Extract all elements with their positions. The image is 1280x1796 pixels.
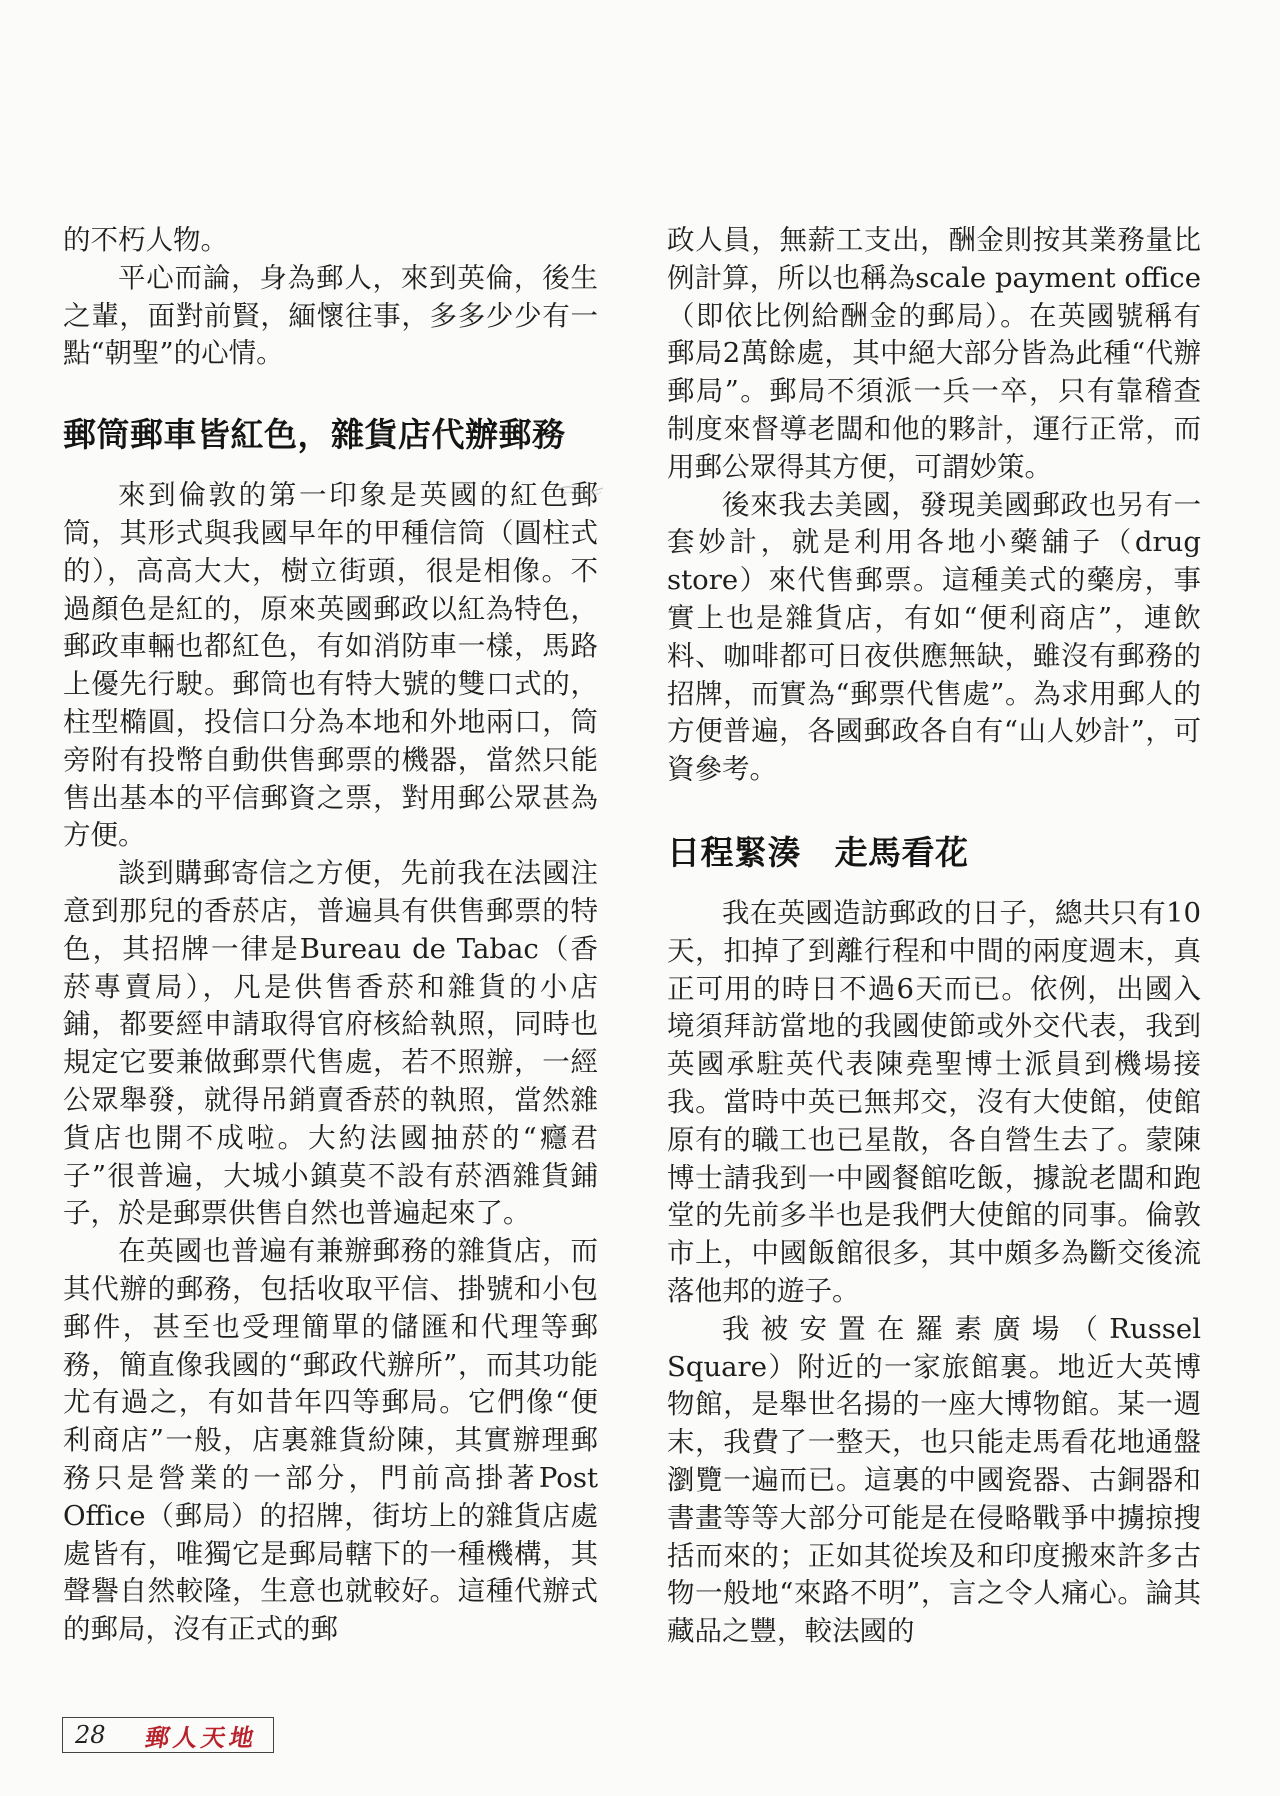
paragraph: 我被安置在羅素廣場（Russel Square）附近的一家旅館裏。地近大英博物館，是舉世名揚的一座大博物館。某一週末，我費了一整天，也只能走馬看花地通盤瀏覽一遍而已。這裏的中國瓷器、古銅器和書畫等等大部分可能是在侵略戰爭中擄掠搜括而來的；正如其從埃及和印度搬來許多古物一般地“來路不明”，言之令人痛心。論其藏品之豐，較法國的 <box>667 1312 1201 1648</box>
paragraph: 來到倫敦的第一印象是英國的紅色郵筒，其形式與我國早年的甲種信筒（圓柱式的），高高大大，樹立街頭，很是相像。不過顏色是紅的，原來英國郵政以紅為特色，郵政車輛也都紅色，有如消防車一樣，馬路上優先行駛。郵筒也有特大號的雙口式的，柱型橢圓，投信口分為本地和外地兩口，筒旁附有投幣自動供售郵票的機器，當然只能售出基本的平信郵資之票，對用郵公眾甚為方便。 <box>63 479 598 852</box>
paragraph: 我在英國造訪郵政的日子，總共只有10天，扣掉了到離行程和中間的兩度週末，真正可用的時日不過6天而已。依例，出國入境須拜訪當地的我國使節或外交代表，我到英國承駐英代表陳堯聖博士派員到機場接我。當時中英已無邦交，沒有大使館，使館原有的職工也已星散，各自營生去了。蒙陳博士請我到一中國餐館吃飯，據說老闆和跑堂的先前多半也是我們大使館的同事。倫敦市上，中國飯館很多，其中頗多為斷交後流落他邦的遊子。 <box>667 896 1201 1307</box>
paragraph: 政人員，無薪工支出，酬金則按其業務量比例計算，所以也稱為scale payment office（即依比例給酬金的郵局）。在英國號稱有郵局2萬餘處，其中絕大部分皆為此種“代辦郵局”。郵局不須派一兵一卒，只有靠稽查制度來督導老闆和他的夥計，運行正常，而用郵公眾得其方便，可謂妙策。 <box>667 224 1201 483</box>
paragraph: 在英國也普遍有兼辦郵務的雜貨店，而其代辦的郵務，包括收取平信、掛號和小包郵件，甚至也受理簡單的儲匯和代理等郵務，簡直像我國的“郵政代辦所”，而其功能尤有過之，有如昔年四等郵局。它們像“便利商店”一般，店裏雜貨紛陳，其實辦理郵務只是營業的一部分，門前高掛著Post Office（郵局）的招牌，街坊上的雜貨店處處皆有，唯獨它是郵局轄下的一種機構，其聲譽自然較隆，生意也就較好。這種代辦式的郵局，沒有正式的郵 <box>63 1235 598 1646</box>
paragraph: 的不朽人物。 <box>63 224 228 256</box>
paragraph: 後來我去美國，發現美國郵政也另有一套妙計，就是利用各地小藥舖子（drug store）來代售郵票。這種美式的藥房，事實上也是雜貨店，有如“便利商店”，連飲料、咖啡都可日夜供應無缺，雖沒有郵務的招牌，而實為“郵票代售處”。為求用郵人的方便普遍，各國郵政各自有“山人妙計”，可資參考。 <box>667 488 1201 786</box>
paragraph: 談到購郵寄信之方便，先前我在法國注意到那兒的香菸店，普遍具有供售郵票的特色，其招牌一律是Bureau de Tabac（香菸專賣局），凡是供售香菸和雜貨的小店鋪，都要經申請取得官府核給執照，同時也規定它要兼做郵票代售處，若不照辦，一經公眾舉發，就得吊銷賣香菸的執照，當然雜貨店也開不成啦。大約法國抽菸的“癮君子”很普遍，大城小鎮莫不設有菸酒雜貨鋪子，於是郵票供售自然也普遍起來了。 <box>63 857 598 1230</box>
right-column <box>667 222 1201 1651</box>
section-heading: 郵筒郵車皆紅色，雜貨店代辦郵務 <box>63 415 566 455</box>
left-column <box>63 222 598 1649</box>
page-footer <box>62 1717 274 1753</box>
paragraph: 平心而論，身為郵人，來到英倫，後生之輩，面對前賢，緬懷往事，多多少少有一點“朝聖”的心情。 <box>63 261 598 370</box>
section-heading: 日程緊湊 走馬看花 <box>667 832 969 872</box>
magazine-logo: 郵人天地 <box>142 1723 260 1752</box>
page-number: 28 <box>75 1721 106 1749</box>
print-smudge <box>555 480 605 500</box>
